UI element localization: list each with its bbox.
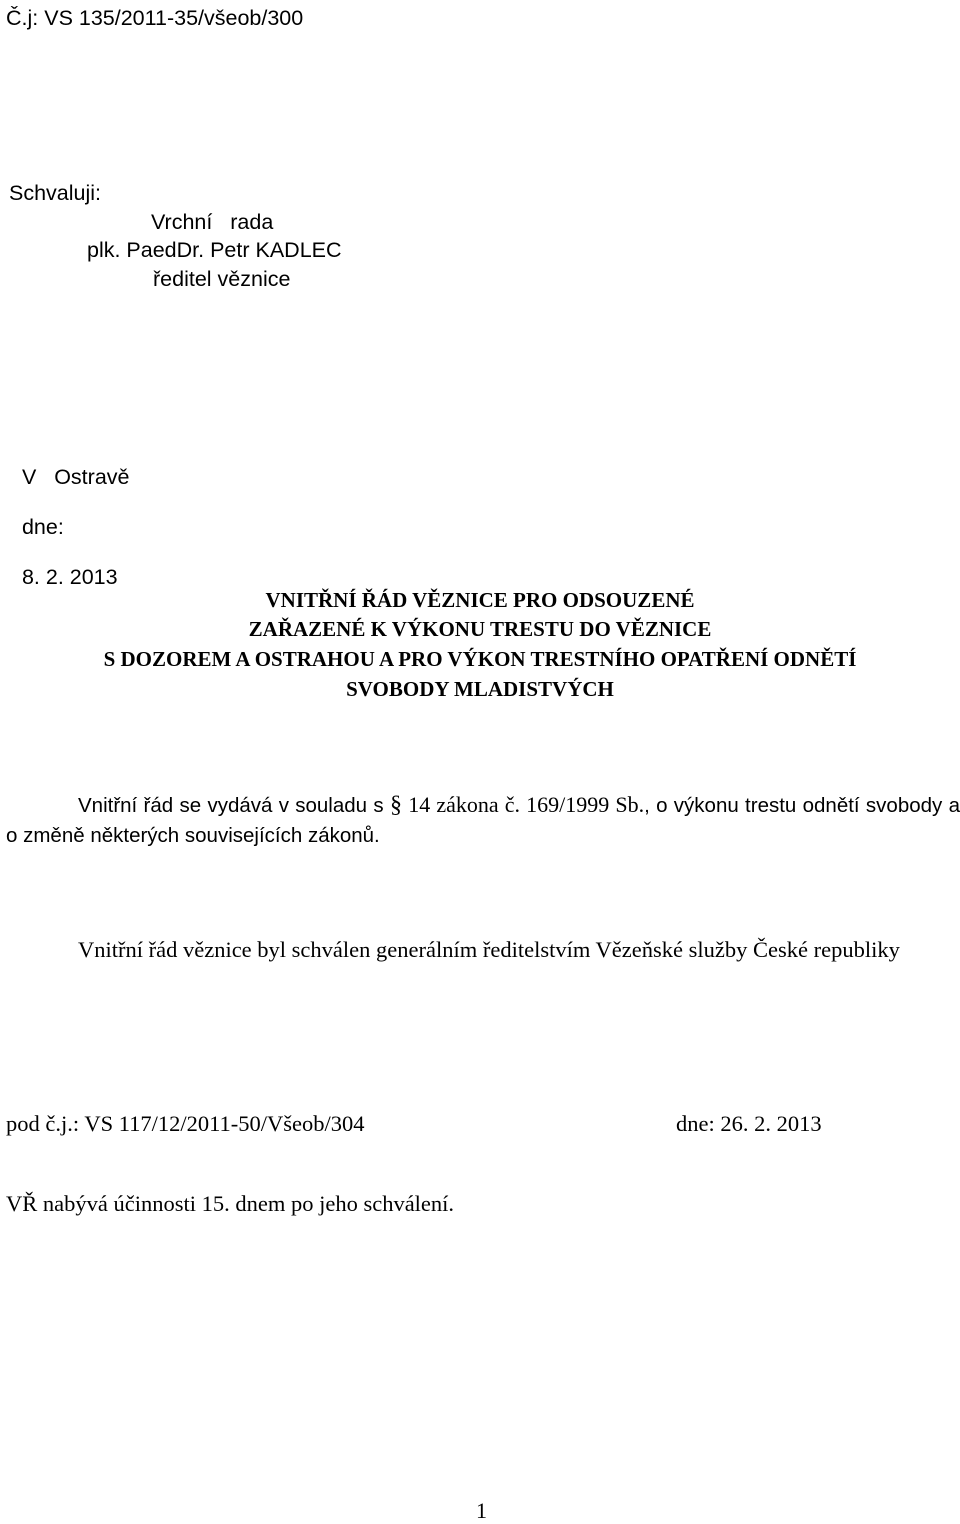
law-reference: 14 zákona č. 169/1999 Sb. [408,792,645,817]
document-reference-number: Č.j: VS 135/2011-35/všeob/300 [6,6,304,30]
approval-reference-date: dne: 26. 2. 2013 [676,1111,822,1136]
section-sign: § [389,792,402,818]
effective-date-note: VŘ nabývá účinnosti 15. dnem po jeho schválení. [6,1191,455,1216]
date-label: dne: [21,515,64,539]
document-title-line-2: ZAŘAZENÉ K VÝKONU TRESTU DO VĚZNICE [248,617,712,641]
approver-name: plk. PaedDr. Petr KADLEC [87,238,342,262]
legal-basis-text-2: , o výkonu trestu odnětí svobody a o změně některých souvisejících zákonů. [6,794,960,847]
legal-basis-text-1: Vnitřní řád se vydává v souladu s [78,794,384,817]
approver-position: ředitel věznice [153,267,291,291]
place-date [10,440,130,590]
approval-paragraph [6,934,960,965]
document-title-line-4: SVOBODY MLADISTVÝCH [346,677,614,701]
place: V Ostravě [21,465,130,489]
approver-rank: Vrchní rada [151,210,274,234]
legal-basis-paragraph [6,790,960,851]
document-title-line-3: S DOZOREM A OSTRAHOU A PRO VÝKON TRESTNÍHO OPATŘENÍ ODNĚTÍ [103,647,857,671]
issue-date: 8. 2. 2013 [21,565,118,589]
approval-reference: pod č.j.: VS 117/12/2011-50/Všeob/304 [6,1111,365,1136]
approval-paragraph-text: Vnitřní řád věznice byl schválen generálním ředitelstvím Vězeňské služby České republiky [78,937,900,962]
page-number: 1 [476,1498,487,1523]
document-title-line-1: VNITŘNÍ ŘÁD VĚZNICE PRO ODSOUZENÉ [265,588,695,612]
approval-label: Schvaluji: [9,181,102,205]
